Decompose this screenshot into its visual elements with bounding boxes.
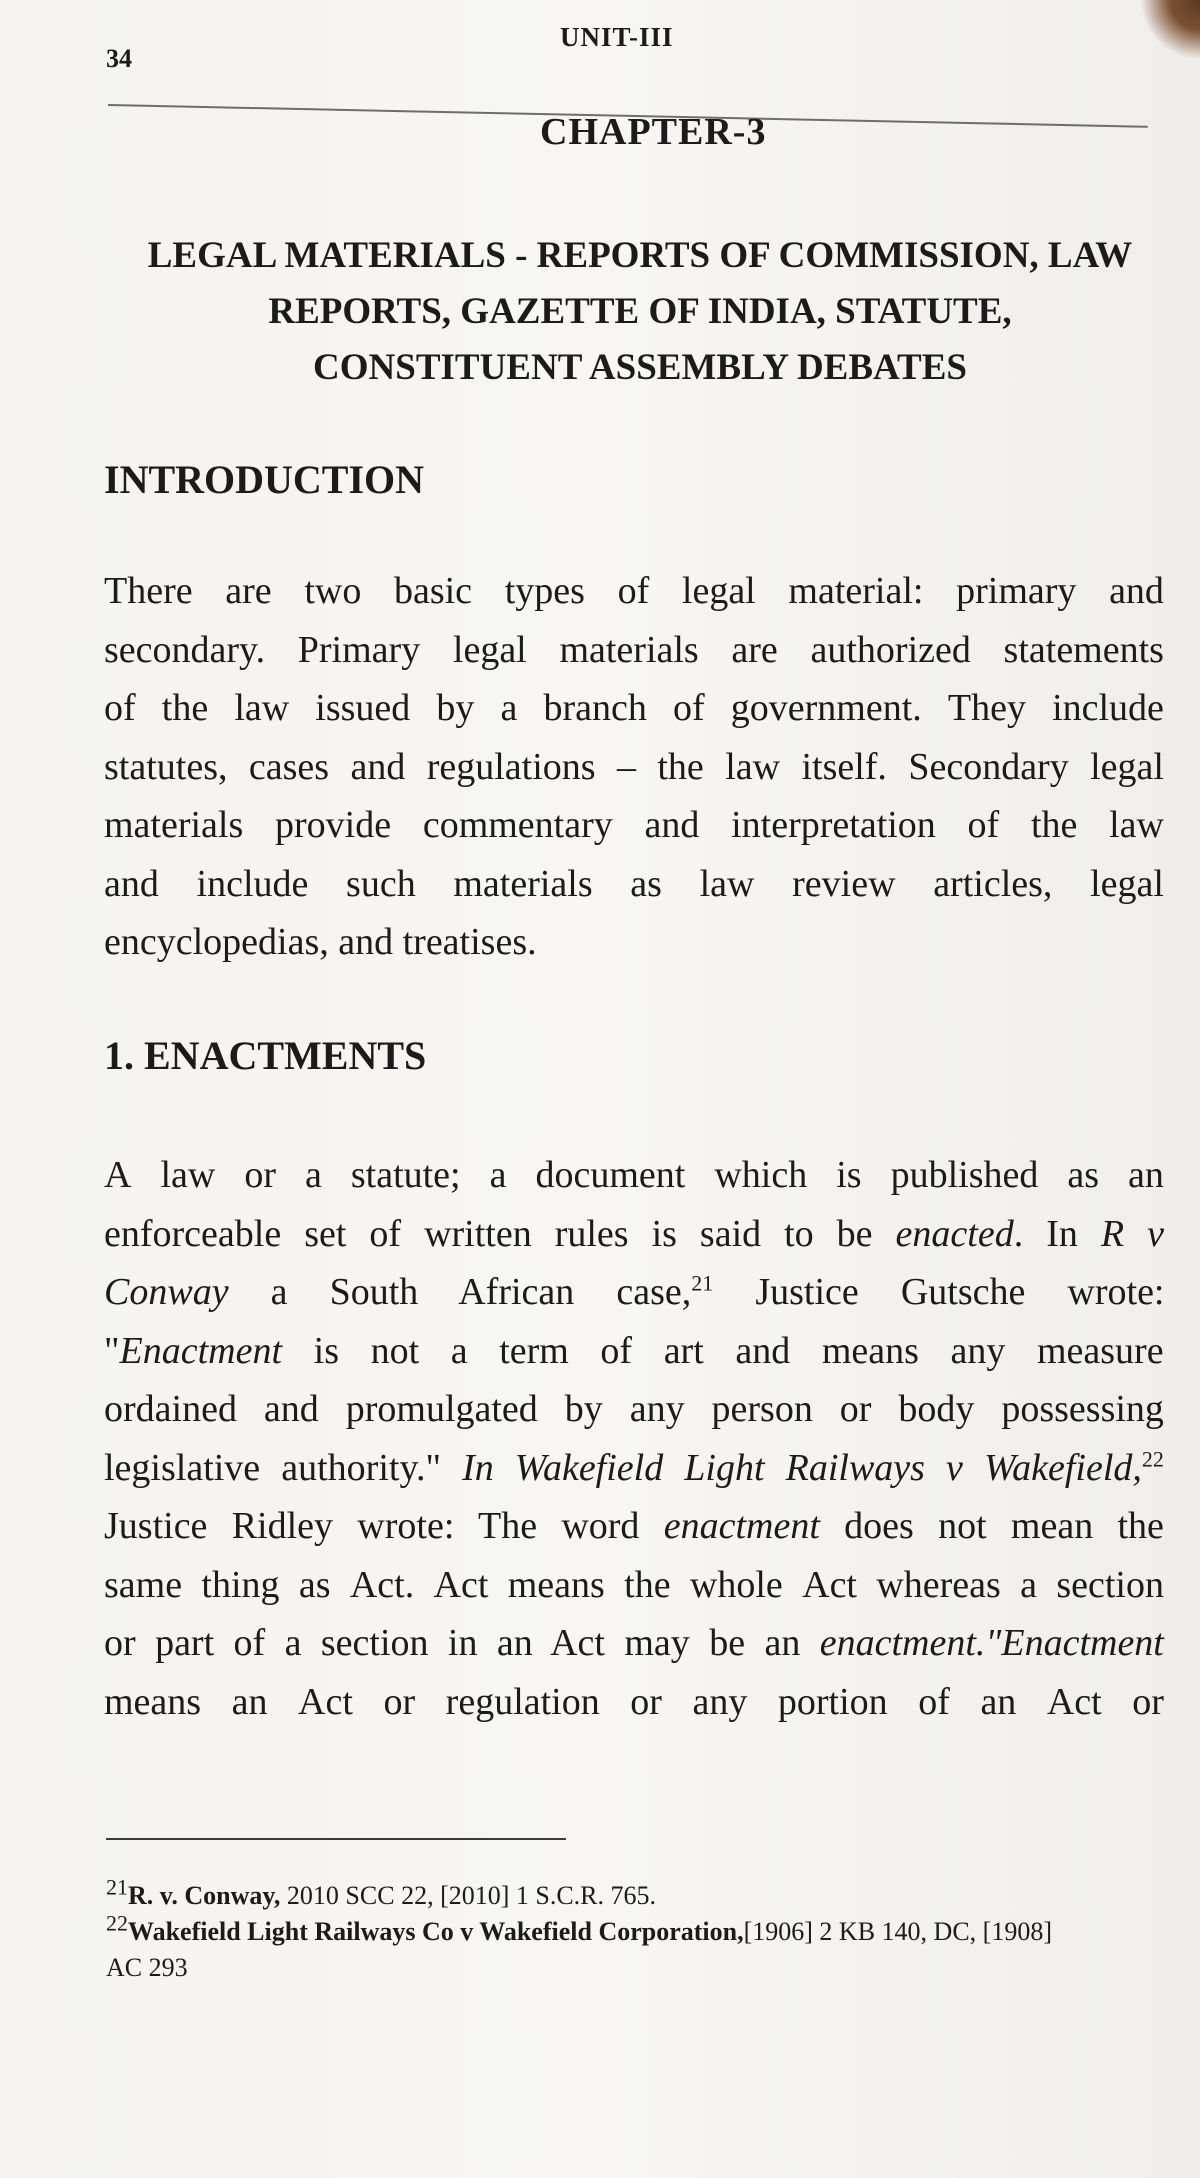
word: thing — [201, 1563, 280, 1606]
text-run: a South African case, — [228, 1271, 692, 1313]
word: the — [1030, 804, 1078, 846]
word: promulgated — [345, 1388, 538, 1430]
enactments-paragraph — [104, 1146, 1164, 1731]
word: regulations — [426, 745, 596, 788]
word: types — [504, 570, 585, 612]
word: which — [714, 1154, 808, 1196]
word: a — [1020, 1563, 1038, 1606]
word: materials — [104, 804, 244, 846]
paragraph-line — [104, 1263, 1164, 1322]
enactments-heading: 1. ENACTMENTS — [104, 1033, 427, 1078]
italic-run: enactment."Enactment — [819, 1622, 1164, 1664]
footnote-case-name: Wakefield Light Railways Co v Wakefield Corporation, — [128, 1917, 744, 1946]
paragraph-line: encyclopedias, and treatises. — [104, 921, 537, 963]
text-run: legislative authority." — [104, 1446, 463, 1489]
word: materials — [559, 628, 699, 671]
word: law — [234, 687, 290, 729]
footnotes — [106, 1874, 1166, 1986]
word: of — [967, 804, 1000, 846]
word: authorized — [810, 628, 971, 671]
word: statute; — [350, 1154, 461, 1196]
word: of — [918, 1680, 950, 1723]
paragraph-line — [104, 796, 1164, 855]
word: any — [692, 1680, 748, 1723]
footnote-citation: [1906] 2 KB 140, DC, [1908] — [743, 1917, 1052, 1946]
word: cases — [248, 745, 330, 788]
word: by — [564, 1388, 603, 1430]
word: and — [350, 745, 406, 788]
chapter-title — [110, 228, 1170, 396]
word: government. — [730, 687, 922, 729]
word: and — [263, 1388, 319, 1430]
word: or — [1132, 1680, 1164, 1723]
word: or — [244, 1154, 276, 1196]
paragraph-line — [104, 1497, 1164, 1556]
word: as — [630, 862, 662, 905]
word: ordained — [104, 1388, 237, 1430]
word: issued — [315, 687, 411, 729]
word: Secondary — [908, 745, 1069, 788]
paragraph-line — [104, 562, 1164, 621]
chapter-title-line: LEGAL MATERIALS - REPORTS OF COMMISSION, LAW — [147, 235, 1133, 276]
word: possessing — [1001, 1388, 1164, 1430]
word: Act — [433, 1563, 489, 1606]
word: document — [535, 1154, 686, 1196]
page-corner-shadow — [1140, 0, 1200, 60]
word: the — [161, 687, 209, 729]
word: an — [231, 1680, 268, 1723]
footnote-ref: 21 — [691, 1270, 714, 1296]
paragraph-line — [104, 738, 1164, 797]
word: Primary — [297, 628, 421, 671]
word: basic — [393, 570, 473, 612]
word: regulation — [445, 1680, 600, 1723]
word: include — [1052, 687, 1164, 729]
footnote-22 — [106, 1910, 1166, 1950]
footnote-citation: 2010 SCC 22, [2010] 1 S.C.R. 765. — [280, 1881, 657, 1910]
word: any — [629, 1388, 685, 1430]
word: They — [947, 687, 1026, 729]
word: a — [489, 1154, 507, 1196]
paragraph-line — [104, 1146, 1164, 1205]
word: statements — [1003, 628, 1164, 671]
word: legal — [452, 628, 527, 671]
word: section — [1056, 1563, 1164, 1606]
text-run: . In — [1013, 1212, 1101, 1255]
word: whereas — [876, 1563, 1001, 1606]
word: published — [890, 1154, 1039, 1196]
word: by — [436, 687, 475, 729]
text-run: is not a term of art and means any measure — [282, 1329, 1164, 1372]
footnote-21 — [106, 1874, 1166, 1914]
word: is — [836, 1154, 862, 1196]
running-head: UNIT-III — [560, 22, 674, 52]
italic-run: In Wakefield Light Railways v Wakefield, — [462, 1446, 1142, 1489]
word: of — [104, 687, 136, 729]
paragraph-line — [104, 621, 1164, 680]
word: law — [160, 1154, 216, 1196]
word: There — [104, 570, 193, 612]
paragraph-line — [104, 1556, 1164, 1615]
word: or — [383, 1680, 416, 1723]
introduction-heading: INTRODUCTION — [104, 457, 425, 502]
word: as — [298, 1563, 331, 1606]
text-run: Justice Gutsche wrote: — [713, 1271, 1165, 1313]
italic-run: R v — [1100, 1212, 1164, 1255]
word: secondary. — [104, 628, 266, 671]
italic-run: Enactment — [119, 1329, 283, 1372]
italic-run: enactment — [663, 1505, 820, 1547]
word: a — [500, 687, 518, 729]
text-run: " — [104, 1329, 120, 1372]
word: a — [304, 1154, 322, 1196]
word: of — [673, 687, 705, 729]
word: are — [731, 628, 778, 671]
word: branch — [543, 687, 647, 729]
word: materials — [453, 862, 593, 905]
chapter-title-line: REPORTS, GAZETTE OF INDIA, STATUTE, — [268, 291, 1012, 332]
paragraph-line — [104, 1322, 1164, 1381]
text-run: enforceable set of written rules is said to be — [104, 1212, 896, 1255]
word: are — [225, 570, 272, 612]
word: material: — [788, 570, 924, 612]
chapter-number: CHAPTER-3 — [540, 111, 767, 153]
word: Act — [298, 1680, 353, 1723]
word: provide — [275, 804, 392, 846]
word: legal — [681, 570, 756, 612]
word: an — [980, 1680, 1017, 1723]
word: means — [507, 1563, 605, 1606]
word: law — [725, 745, 781, 788]
word: review — [792, 862, 896, 905]
word: an — [1128, 1154, 1164, 1196]
word: person — [711, 1388, 813, 1430]
word: – — [616, 745, 636, 788]
word: and — [1109, 570, 1164, 612]
word: means — [104, 1680, 202, 1723]
word: articles, — [933, 862, 1053, 905]
italic-run: enacted — [895, 1212, 1014, 1255]
word: body — [898, 1388, 975, 1430]
footnote-rule — [106, 1838, 566, 1840]
word: or — [630, 1680, 662, 1723]
word: and — [104, 862, 159, 905]
word: Act — [802, 1563, 857, 1606]
paragraph-line — [104, 1205, 1164, 1264]
word: Act — [1046, 1680, 1102, 1723]
footnote-ref: 22 — [1141, 1445, 1164, 1471]
word: the — [657, 745, 704, 788]
footnote-22-continued: AC 293 — [106, 1953, 188, 1982]
word: include — [196, 862, 309, 905]
word: two — [304, 570, 362, 612]
paragraph-line — [104, 1380, 1164, 1439]
word: or — [839, 1388, 872, 1430]
word: itself. — [801, 745, 887, 788]
word: the — [624, 1563, 671, 1606]
footnote-number: 22 — [106, 1910, 128, 1936]
word: statutes, — [104, 745, 228, 788]
word: law — [1109, 804, 1164, 846]
footnote-case-name: R. v. Conway, — [128, 1881, 281, 1910]
paragraph-line — [104, 855, 1164, 914]
word: of — [617, 570, 650, 612]
footnote-number: 21 — [106, 1874, 128, 1900]
paragraph-line — [104, 1673, 1164, 1732]
word: law — [699, 862, 755, 905]
word: legal — [1090, 745, 1164, 788]
word: as — [1067, 1154, 1100, 1196]
word: legal — [1090, 862, 1164, 905]
word: such — [346, 862, 416, 905]
word: interpretation — [731, 804, 936, 846]
word: A — [104, 1154, 132, 1196]
italic-run: Conway — [104, 1271, 229, 1313]
page-number: 34 — [106, 44, 132, 73]
introduction-paragraph — [104, 562, 1164, 972]
word: and — [644, 804, 700, 846]
word: Act. — [349, 1563, 415, 1606]
paragraph-line — [104, 1439, 1164, 1498]
paragraph-line — [104, 679, 1164, 738]
text-run: Justice Ridley wrote: The word — [104, 1505, 664, 1547]
chapter-title-line: CONSTITUENT ASSEMBLY DEBATES — [313, 347, 967, 388]
word: same — [104, 1563, 183, 1606]
word: whole — [689, 1563, 783, 1606]
word: portion — [777, 1680, 888, 1723]
word: commentary — [422, 804, 613, 846]
word: primary — [956, 570, 1077, 612]
text-run: does not mean the — [819, 1505, 1164, 1547]
text-run: or part of a section in an Act may be an — [104, 1622, 820, 1664]
paragraph-line — [104, 1614, 1164, 1673]
